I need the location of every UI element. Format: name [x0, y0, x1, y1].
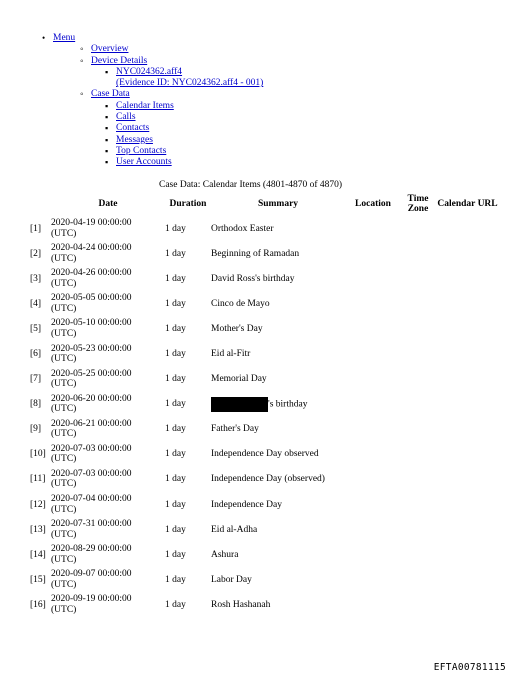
- location-header: Location: [355, 199, 391, 209]
- calendar-url-cell: [435, 592, 500, 617]
- calendar-url-cell: [435, 567, 500, 592]
- summary-cell: [211, 216, 345, 241]
- table-row: [30, 216, 500, 241]
- case-item-link[interactable]: Top Contacts: [116, 145, 167, 156]
- date-timezone: (UTC): [51, 278, 77, 289]
- calendar-url-cell: [435, 341, 500, 366]
- table-row: [30, 241, 500, 266]
- table-row: [30, 592, 500, 617]
- calendar-url-cell: [435, 442, 500, 467]
- calendar-url-cell: [435, 266, 500, 291]
- case-item-link[interactable]: Contacts: [116, 123, 150, 134]
- row-index: [6]: [30, 349, 42, 360]
- date-cell: [51, 216, 165, 241]
- table-caption: Case Data: Calendar Items (4801-4870 of 4870): [159, 180, 343, 190]
- date-value: 2020-08-29 00:00:00: [51, 544, 132, 555]
- date-value: 2020-09-19 00:00:00: [51, 594, 132, 605]
- location-cell: [345, 241, 401, 266]
- date-cell: [51, 592, 165, 617]
- location-cell: [345, 592, 401, 617]
- table-header-row: [30, 192, 500, 216]
- date-value: 2020-09-07 00:00:00: [51, 569, 132, 580]
- date-value: 2020-04-24 00:00:00: [51, 243, 132, 254]
- date-cell: [51, 517, 165, 542]
- calendar-url-cell: [435, 417, 500, 442]
- case-item-link[interactable]: Messages: [116, 134, 153, 145]
- date-timezone: (UTC): [51, 253, 77, 264]
- timezone-cell: [401, 542, 435, 567]
- row-index: [5]: [30, 323, 42, 334]
- date-cell: [51, 266, 165, 291]
- summary-cell: [211, 341, 345, 366]
- location-cell: [345, 542, 401, 567]
- timezone-cell: [401, 266, 435, 291]
- calendar-url-cell: [435, 316, 500, 341]
- date-timezone: (UTC): [51, 529, 77, 540]
- date-timezone: (UTC): [51, 604, 77, 615]
- date-cell: [51, 417, 165, 442]
- calendar-url-cell: [435, 241, 500, 266]
- date-timezone: (UTC): [51, 404, 77, 415]
- time-zone-header: Time Zone: [407, 194, 429, 214]
- timezone-cell: [401, 392, 435, 417]
- date-timezone: (UTC): [51, 429, 77, 440]
- duration-cell: 1 day: [165, 574, 186, 585]
- calendar-url-cell: [435, 542, 500, 567]
- summary-cell: [211, 592, 345, 617]
- summary-cell: [211, 392, 345, 417]
- calendar-url-header: Calendar URL: [437, 199, 498, 209]
- timezone-cell: [401, 316, 435, 341]
- date-value: 2020-05-23 00:00:00: [51, 343, 132, 354]
- row-index: [11]: [30, 474, 46, 485]
- case-data-list: [91, 101, 263, 169]
- calendar-url-cell: [435, 367, 500, 392]
- device-details-link[interactable]: Device Details: [91, 55, 148, 66]
- date-cell: [51, 392, 165, 417]
- calendar-url-cell: [435, 492, 500, 517]
- duration-cell: 1 day: [165, 223, 186, 234]
- duration-cell: 1 day: [165, 374, 186, 385]
- document-id: EFTA00781115: [433, 662, 506, 673]
- table-row: [30, 467, 500, 492]
- summary-cell: [211, 517, 345, 542]
- summary-cell: [211, 316, 345, 341]
- table-row: [30, 291, 500, 316]
- date-cell: [51, 542, 165, 567]
- location-cell: [345, 367, 401, 392]
- timezone-cell: [401, 467, 435, 492]
- summary-text: Father's Day: [211, 424, 259, 435]
- calendar-url-cell: [435, 291, 500, 316]
- navigation-menu: [41, 33, 263, 169]
- menu-item-device-details: [91, 56, 263, 90]
- row-index: [7]: [30, 374, 42, 385]
- date-value: 2020-05-10 00:00:00: [51, 318, 132, 329]
- date-cell: [51, 567, 165, 592]
- menu-item-case-4: [116, 146, 263, 157]
- timezone-cell: [401, 291, 435, 316]
- menu-item-case-3: [116, 135, 263, 146]
- summary-text: David Ross's birthday: [211, 273, 295, 284]
- row-index: [16]: [30, 599, 46, 610]
- menu-item-case-1: [116, 112, 263, 123]
- location-cell: [345, 517, 401, 542]
- date-timezone: (UTC): [51, 454, 77, 465]
- menu-item-overview: [91, 44, 263, 55]
- table-row: [30, 417, 500, 442]
- date-cell: [51, 316, 165, 341]
- summary-text: Eid al-Adha: [211, 524, 258, 535]
- date-value: 2020-05-25 00:00:00: [51, 368, 132, 379]
- evidence-id-link[interactable]: (Evidence ID: NYC024362.aff4 - 001): [116, 78, 264, 89]
- summary-cell: [211, 442, 345, 467]
- summary-cell: [211, 467, 345, 492]
- overview-link[interactable]: Overview: [91, 44, 129, 55]
- summary-text: Beginning of Ramadan: [211, 248, 300, 259]
- row-index: [8]: [30, 399, 42, 410]
- timezone-cell: [401, 592, 435, 617]
- location-cell: [345, 442, 401, 467]
- summary-cell: [211, 492, 345, 517]
- summary-header: Summary: [257, 199, 299, 209]
- table-row: [30, 266, 500, 291]
- duration-cell: 1 day: [165, 298, 186, 309]
- row-index: [2]: [30, 248, 42, 259]
- date-cell: [51, 467, 165, 492]
- calendar-url-cell: [435, 216, 500, 241]
- table-row: [30, 517, 500, 542]
- location-cell: [345, 567, 401, 592]
- summary-cell: [211, 241, 345, 266]
- date-cell: [51, 241, 165, 266]
- row-index: [13]: [30, 524, 46, 535]
- row-index: [3]: [30, 273, 42, 284]
- summary-cell: [211, 567, 345, 592]
- date-cell: [51, 367, 165, 392]
- summary-cell: [211, 542, 345, 567]
- summary-text: Ashura: [211, 549, 239, 560]
- row-index: [4]: [30, 298, 42, 309]
- table-row: [30, 341, 500, 366]
- menu-link[interactable]: Menu: [53, 33, 76, 43]
- summary-cell: [211, 367, 345, 392]
- timezone-cell: [401, 216, 435, 241]
- date-timezone: (UTC): [51, 554, 77, 565]
- calendar-url-cell: [435, 517, 500, 542]
- date-value: 2020-04-19 00:00:00: [51, 218, 132, 229]
- row-index: [14]: [30, 549, 46, 560]
- table-row: [30, 316, 500, 341]
- summary-cell: [211, 266, 345, 291]
- row-index: [9]: [30, 424, 42, 435]
- menu-item-case-0: [116, 101, 263, 112]
- date-value: 2020-06-20 00:00:00: [51, 393, 132, 404]
- duration-cell: 1 day: [165, 499, 186, 510]
- date-timezone: (UTC): [51, 379, 77, 390]
- duration-cell: 1 day: [165, 424, 186, 435]
- duration-cell: 1 day: [165, 449, 186, 460]
- timezone-cell: [401, 241, 435, 266]
- date-timezone: (UTC): [51, 354, 77, 365]
- timezone-cell: [401, 492, 435, 517]
- summary-text: Cinco de Mayo: [211, 298, 270, 309]
- date-timezone: (UTC): [51, 579, 77, 590]
- table-body: [30, 216, 500, 618]
- summary-text: Independence Day (observed): [211, 474, 325, 485]
- location-cell: [345, 417, 401, 442]
- timezone-cell: [401, 567, 435, 592]
- location-cell: [345, 216, 401, 241]
- date-value: 2020-06-21 00:00:00: [51, 418, 132, 429]
- location-cell: [345, 392, 401, 417]
- date-value: 2020-07-04 00:00:00: [51, 494, 132, 505]
- summary-text: Orthodox Easter: [211, 223, 274, 234]
- row-index: [12]: [30, 499, 46, 510]
- date-timezone: (UTC): [51, 303, 77, 314]
- summary-text: Independence Day observed: [211, 449, 319, 460]
- duration-cell: 1 day: [165, 323, 186, 334]
- duration-cell: 1 day: [165, 399, 186, 410]
- summary-cell: [211, 417, 345, 442]
- duration-cell: 1 day: [165, 549, 186, 560]
- date-header: Date: [98, 198, 118, 209]
- summary-text: Independence Day: [211, 499, 282, 510]
- table-row: [30, 442, 500, 467]
- menu-item-case-2: [116, 123, 263, 134]
- timezone-cell: [401, 417, 435, 442]
- date-value: 2020-07-31 00:00:00: [51, 519, 132, 530]
- date-cell: [51, 442, 165, 467]
- summary-text: Memorial Day: [211, 374, 267, 385]
- timezone-cell: [401, 341, 435, 366]
- date-cell: [51, 291, 165, 316]
- location-cell: [345, 291, 401, 316]
- menu-item-device-file: [116, 67, 263, 90]
- calendar-url-cell: [435, 467, 500, 492]
- calendar-url-cell: [435, 392, 500, 417]
- location-cell: [345, 266, 401, 291]
- row-index: [1]: [30, 223, 42, 234]
- row-index: [10]: [30, 449, 46, 460]
- date-value: 2020-05-05 00:00:00: [51, 293, 132, 304]
- summary-text: 's birthday: [268, 399, 308, 410]
- menu-item-case-5: [116, 157, 263, 168]
- summary-text: Labor Day: [211, 574, 252, 585]
- location-cell: [345, 492, 401, 517]
- date-cell: [51, 492, 165, 517]
- calendar-items-table: [30, 192, 500, 618]
- table-row: [30, 567, 500, 592]
- summary-text: Eid al-Fitr: [211, 349, 251, 360]
- summary-cell: [211, 291, 345, 316]
- row-index: [15]: [30, 574, 46, 585]
- redaction-block: [211, 397, 268, 412]
- device-file-link[interactable]: NYC024362.aff4: [116, 66, 183, 77]
- duration-cell: 1 day: [165, 273, 186, 284]
- menu-root: [53, 33, 263, 169]
- case-item-link[interactable]: User Accounts: [116, 157, 172, 168]
- location-cell: [345, 341, 401, 366]
- location-cell: [345, 467, 401, 492]
- date-timezone: (UTC): [51, 228, 77, 239]
- duration-cell: 1 day: [165, 524, 186, 535]
- date-value: 2020-07-03 00:00:00: [51, 443, 132, 454]
- summary-text: Rosh Hashanah: [211, 599, 271, 610]
- date-timezone: (UTC): [51, 479, 77, 490]
- duration-header: Duration: [169, 199, 207, 209]
- duration-cell: 1 day: [165, 349, 186, 360]
- table-row: [30, 367, 500, 392]
- table-row: [30, 392, 500, 417]
- date-timezone: (UTC): [51, 504, 77, 515]
- index-header: [30, 192, 51, 216]
- duration-cell: 1 day: [165, 248, 186, 259]
- date-value: 2020-07-03 00:00:00: [51, 468, 132, 479]
- case-data-link[interactable]: Case Data: [91, 89, 130, 100]
- case-item-link[interactable]: Calendar Items: [116, 100, 174, 111]
- timezone-cell: [401, 517, 435, 542]
- table-row: [30, 492, 500, 517]
- location-cell: [345, 316, 401, 341]
- table-row: [30, 542, 500, 567]
- timezone-cell: [401, 442, 435, 467]
- timezone-cell: [401, 367, 435, 392]
- case-item-link[interactable]: Calls: [116, 112, 136, 123]
- date-timezone: (UTC): [51, 328, 77, 339]
- date-value: 2020-04-26 00:00:00: [51, 268, 132, 279]
- duration-cell: 1 day: [165, 599, 186, 610]
- date-cell: [51, 341, 165, 366]
- menu-item-case-data: [91, 89, 263, 168]
- duration-cell: 1 day: [165, 474, 186, 485]
- summary-text: Mother's Day: [211, 323, 263, 334]
